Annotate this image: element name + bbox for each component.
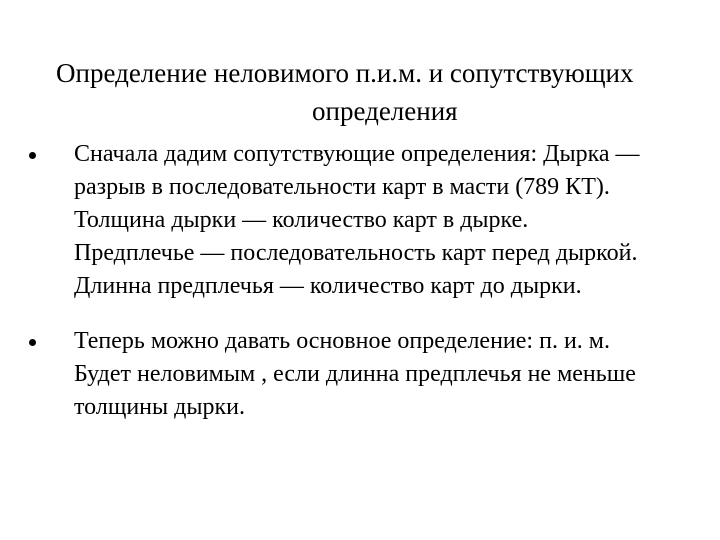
bullet-2-line-3: толщины дырки. [74, 394, 245, 420]
title-line-1: Определение неловимого п.и.м. и сопутствующих [56, 58, 634, 88]
bullet-1-line-5: Длинна предплечья — количество карт до дырки. [74, 273, 582, 299]
bullet-2-line-1: Теперь можно давать основное определение: п. и. м. [74, 328, 610, 354]
bullet-dot-icon [29, 339, 36, 346]
bullet-1-line-1: Сначала дадим сопутствующие определения: Дырка — [74, 141, 640, 167]
bullet-item-definitions [0, 138, 720, 303]
slide-title [56, 54, 720, 130]
bullet-1-line-3: Толщина дырки — количество карт в дырке. [74, 207, 529, 233]
bullet-item-main-definition [0, 325, 720, 424]
bullet-list [0, 138, 720, 424]
bullet-1-line-2: разрыв в последовательности карт в масти (789 КТ). [74, 174, 610, 200]
title-line-2: определения [312, 96, 458, 126]
bullet-dot-icon [29, 152, 36, 159]
bullet-2-line-2: Будет неловимым , если длинна предплечья не меньше [74, 361, 636, 387]
bullet-1-line-4: Предплечье — последовательность карт перед дыркой. [74, 240, 638, 266]
